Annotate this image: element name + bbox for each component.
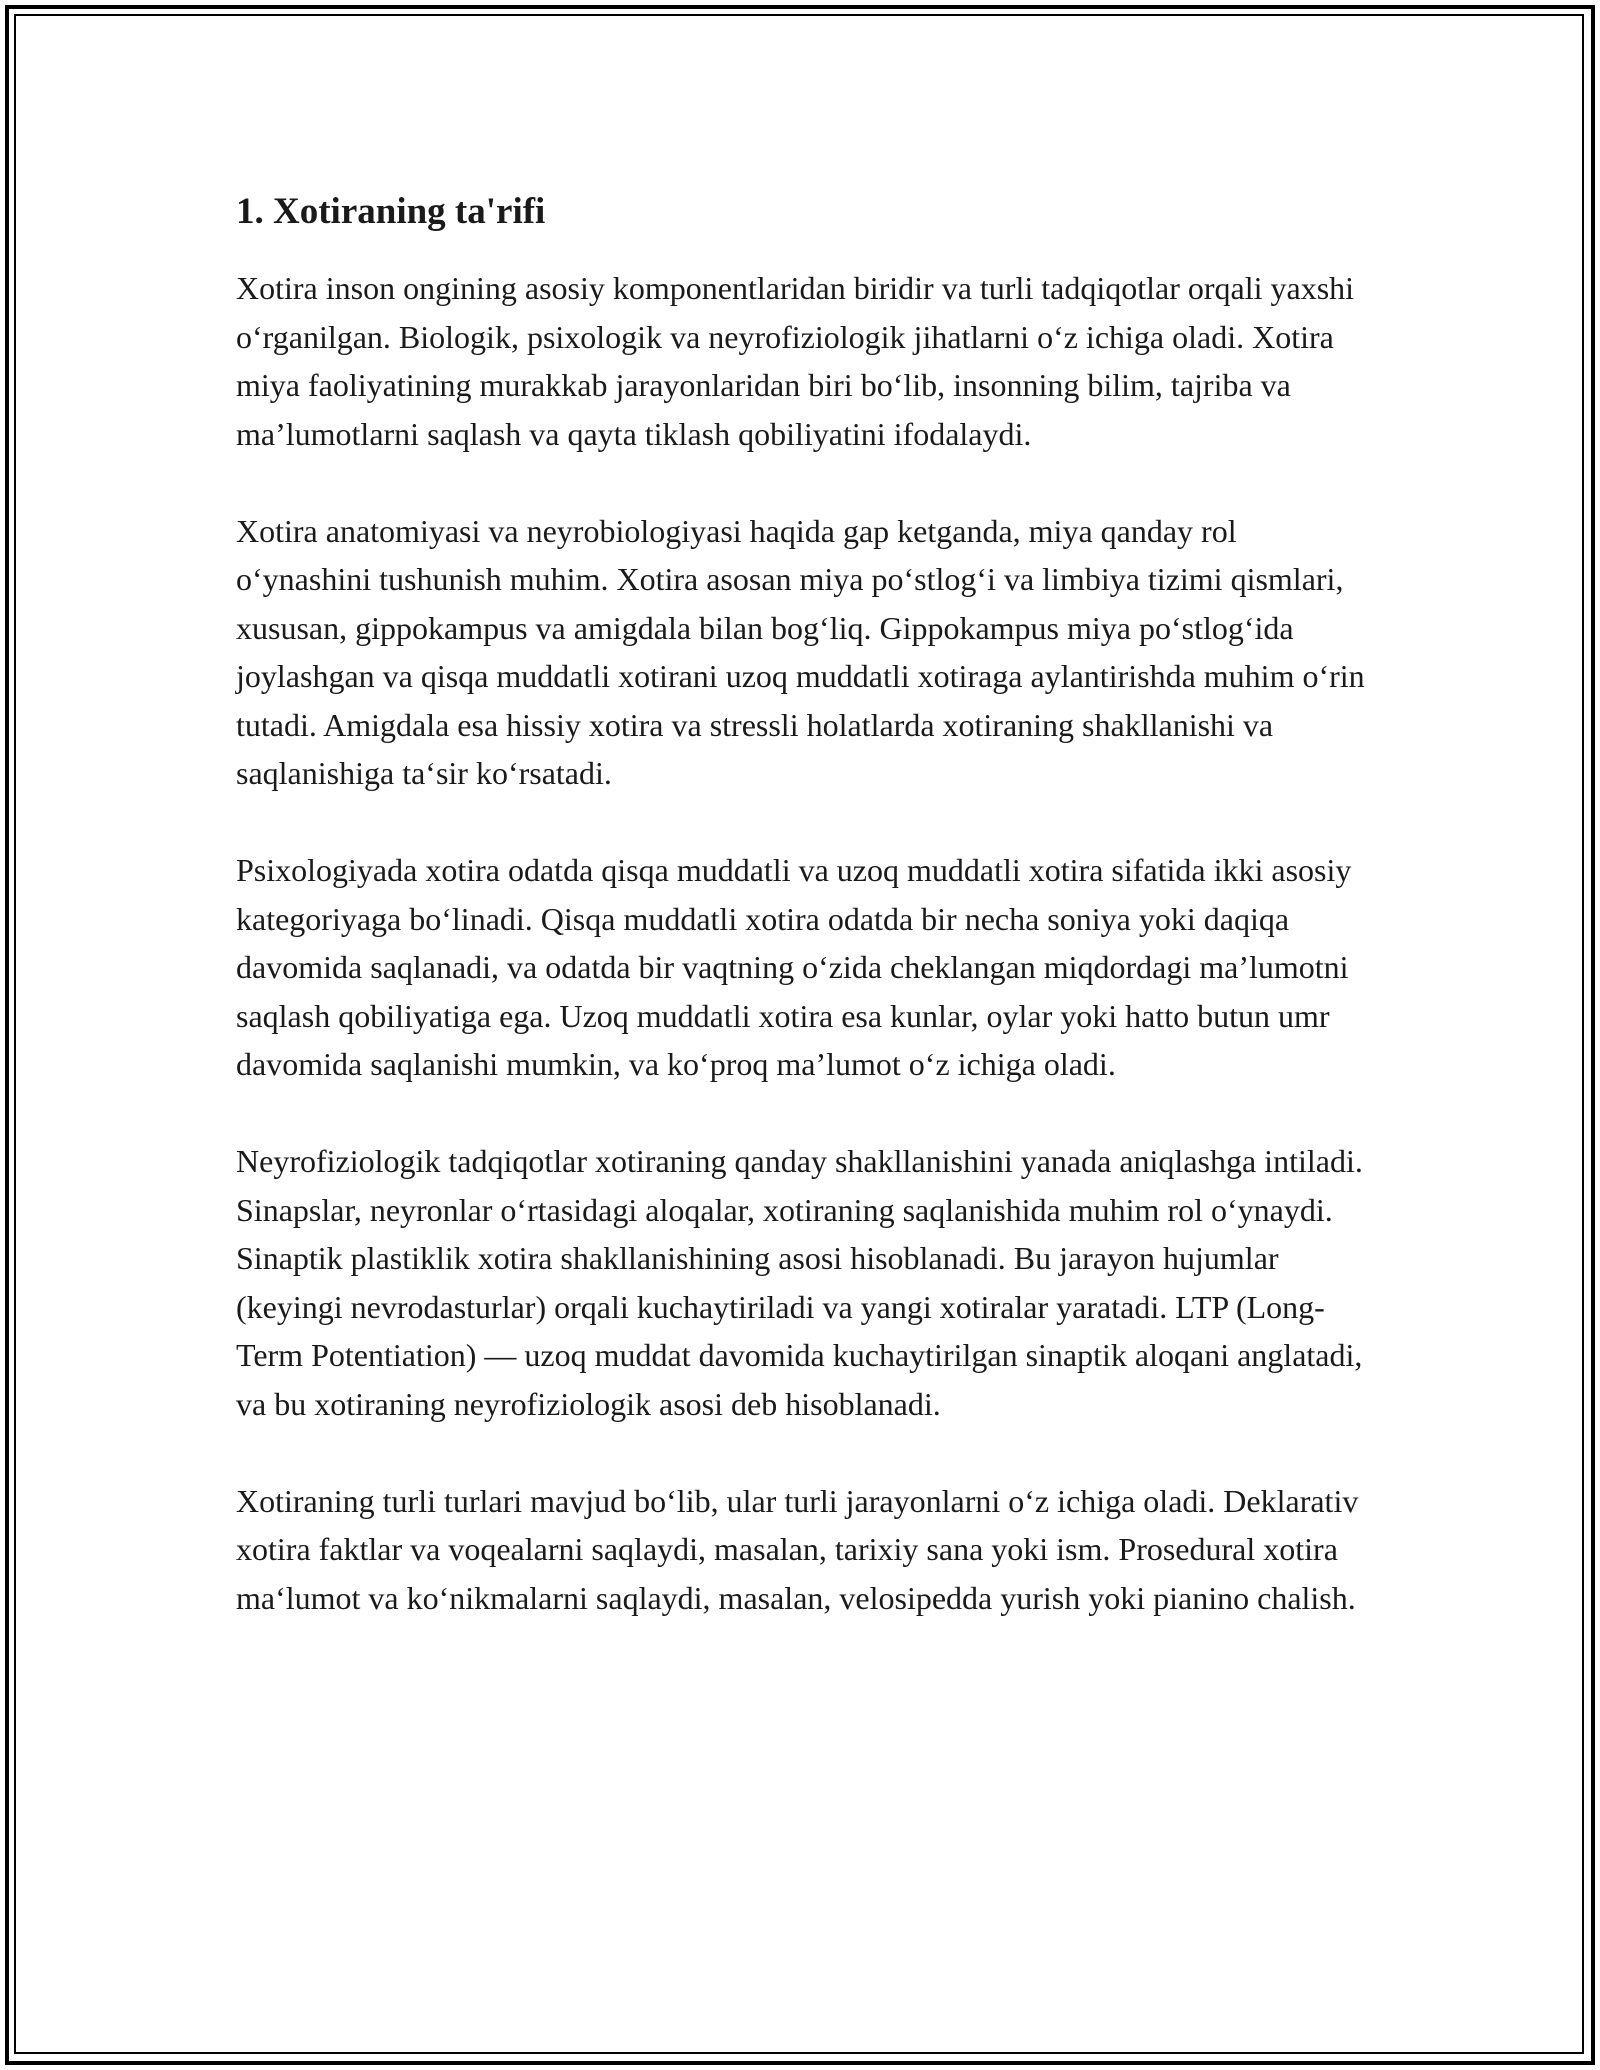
paragraph-memory-types: Xotiraning turli turlari mavjud bo‘lib, ular turli jarayonlarni o‘z ichiga oladi. Deklarativ xotira faktlar va voqealarni saqlaydi, masalan, tarixiy sana yoki ism. Prosedural xotira ma‘lumot va ko‘nikmalarni saqlaydi, masalan, velosipedda yurish yoki pianino chalish. [236,1482,1359,1616]
paragraph-definition: Xotira inson ongining asosiy komponentlaridan biridir va turli tadqiqotlar orqali yaxshi o‘rganilgan. Biologik, psixologik va neyrofiziologik jihatlarni o‘z ichiga oladi. Xotira miya faoliyatining murakkab jarayonlaridan biri bo‘lib, insonning bilim, tajriba va ma’lumotlarni saqlash va qayta tiklash qobiliyatini ifodalaydi. [236,270,1355,452]
section-heading: 1. Xotiraning ta'rifi [236,191,546,232]
document-body [236,186,1366,1671]
paragraph-anatomy: Xotira anatomiyasi va neyrobiologiyasi haqida gap ketganda, miya qanday rol o‘ynashini tushunish muhim. Xotira asosan miya po‘stlog‘i va limbiya tizimi qismlari, xususan, gippokampus va amigdala bilan bog‘liq. Gippokampus miya po‘stlog‘ida joylashgan va qisqa muddatli xotirani uzoq muddatli xotiraga aylantirishda muhim o‘rin tutadi. Amigdala esa hissiy xotira va stressli holatlarda xotiraning shakllanishi va saqlanishiga ta‘sir ko‘rsatadi. [236,512,1365,791]
paragraph-neurophysiology: Neyrofiziologik tadqiqotlar xotiraning qanday shakllanishini yanada aniqlashga intiladi. Sinapslar, neyronlar o‘rtasidagi aloqalar, xotiraning saqlanishida muhim rol o‘ynaydi. Sinaptik plastiklik xotira shakllanishining asosi hisoblanadi. Bu jarayon hujumlar (keyingi nevrodasturlar) orqali kuchaytiriladi va yangi xotiralar yaratadi. LTP (Long-Term Potentiation) — uzoq muddat davomida kuchaytirilgan sinaptik aloqani anglatadi, va bu xotiraning neyrofiziologik asosi deb hisoblanadi. [236,1143,1363,1422]
paragraph-psychology: Psixologiyada xotira odatda qisqa muddatli va uzoq muddatli xotira sifatida ikki asosiy kategoriyaga bo‘linadi. Qisqa muddatli xotira odatda bir necha soniya yoki daqiqa davomida saqlanadi, va odatda bir vaqtning o‘zida cheklangan miqdordagi ma’lumotni saqlash qobiliyatiga ega. Uzoq muddatli xotira esa kunlar, oylar yoki hatto butun umr davomida saqlanishi mumkin, va ko‘proq ma’lumot o‘z ichiga oladi. [236,852,1352,1082]
